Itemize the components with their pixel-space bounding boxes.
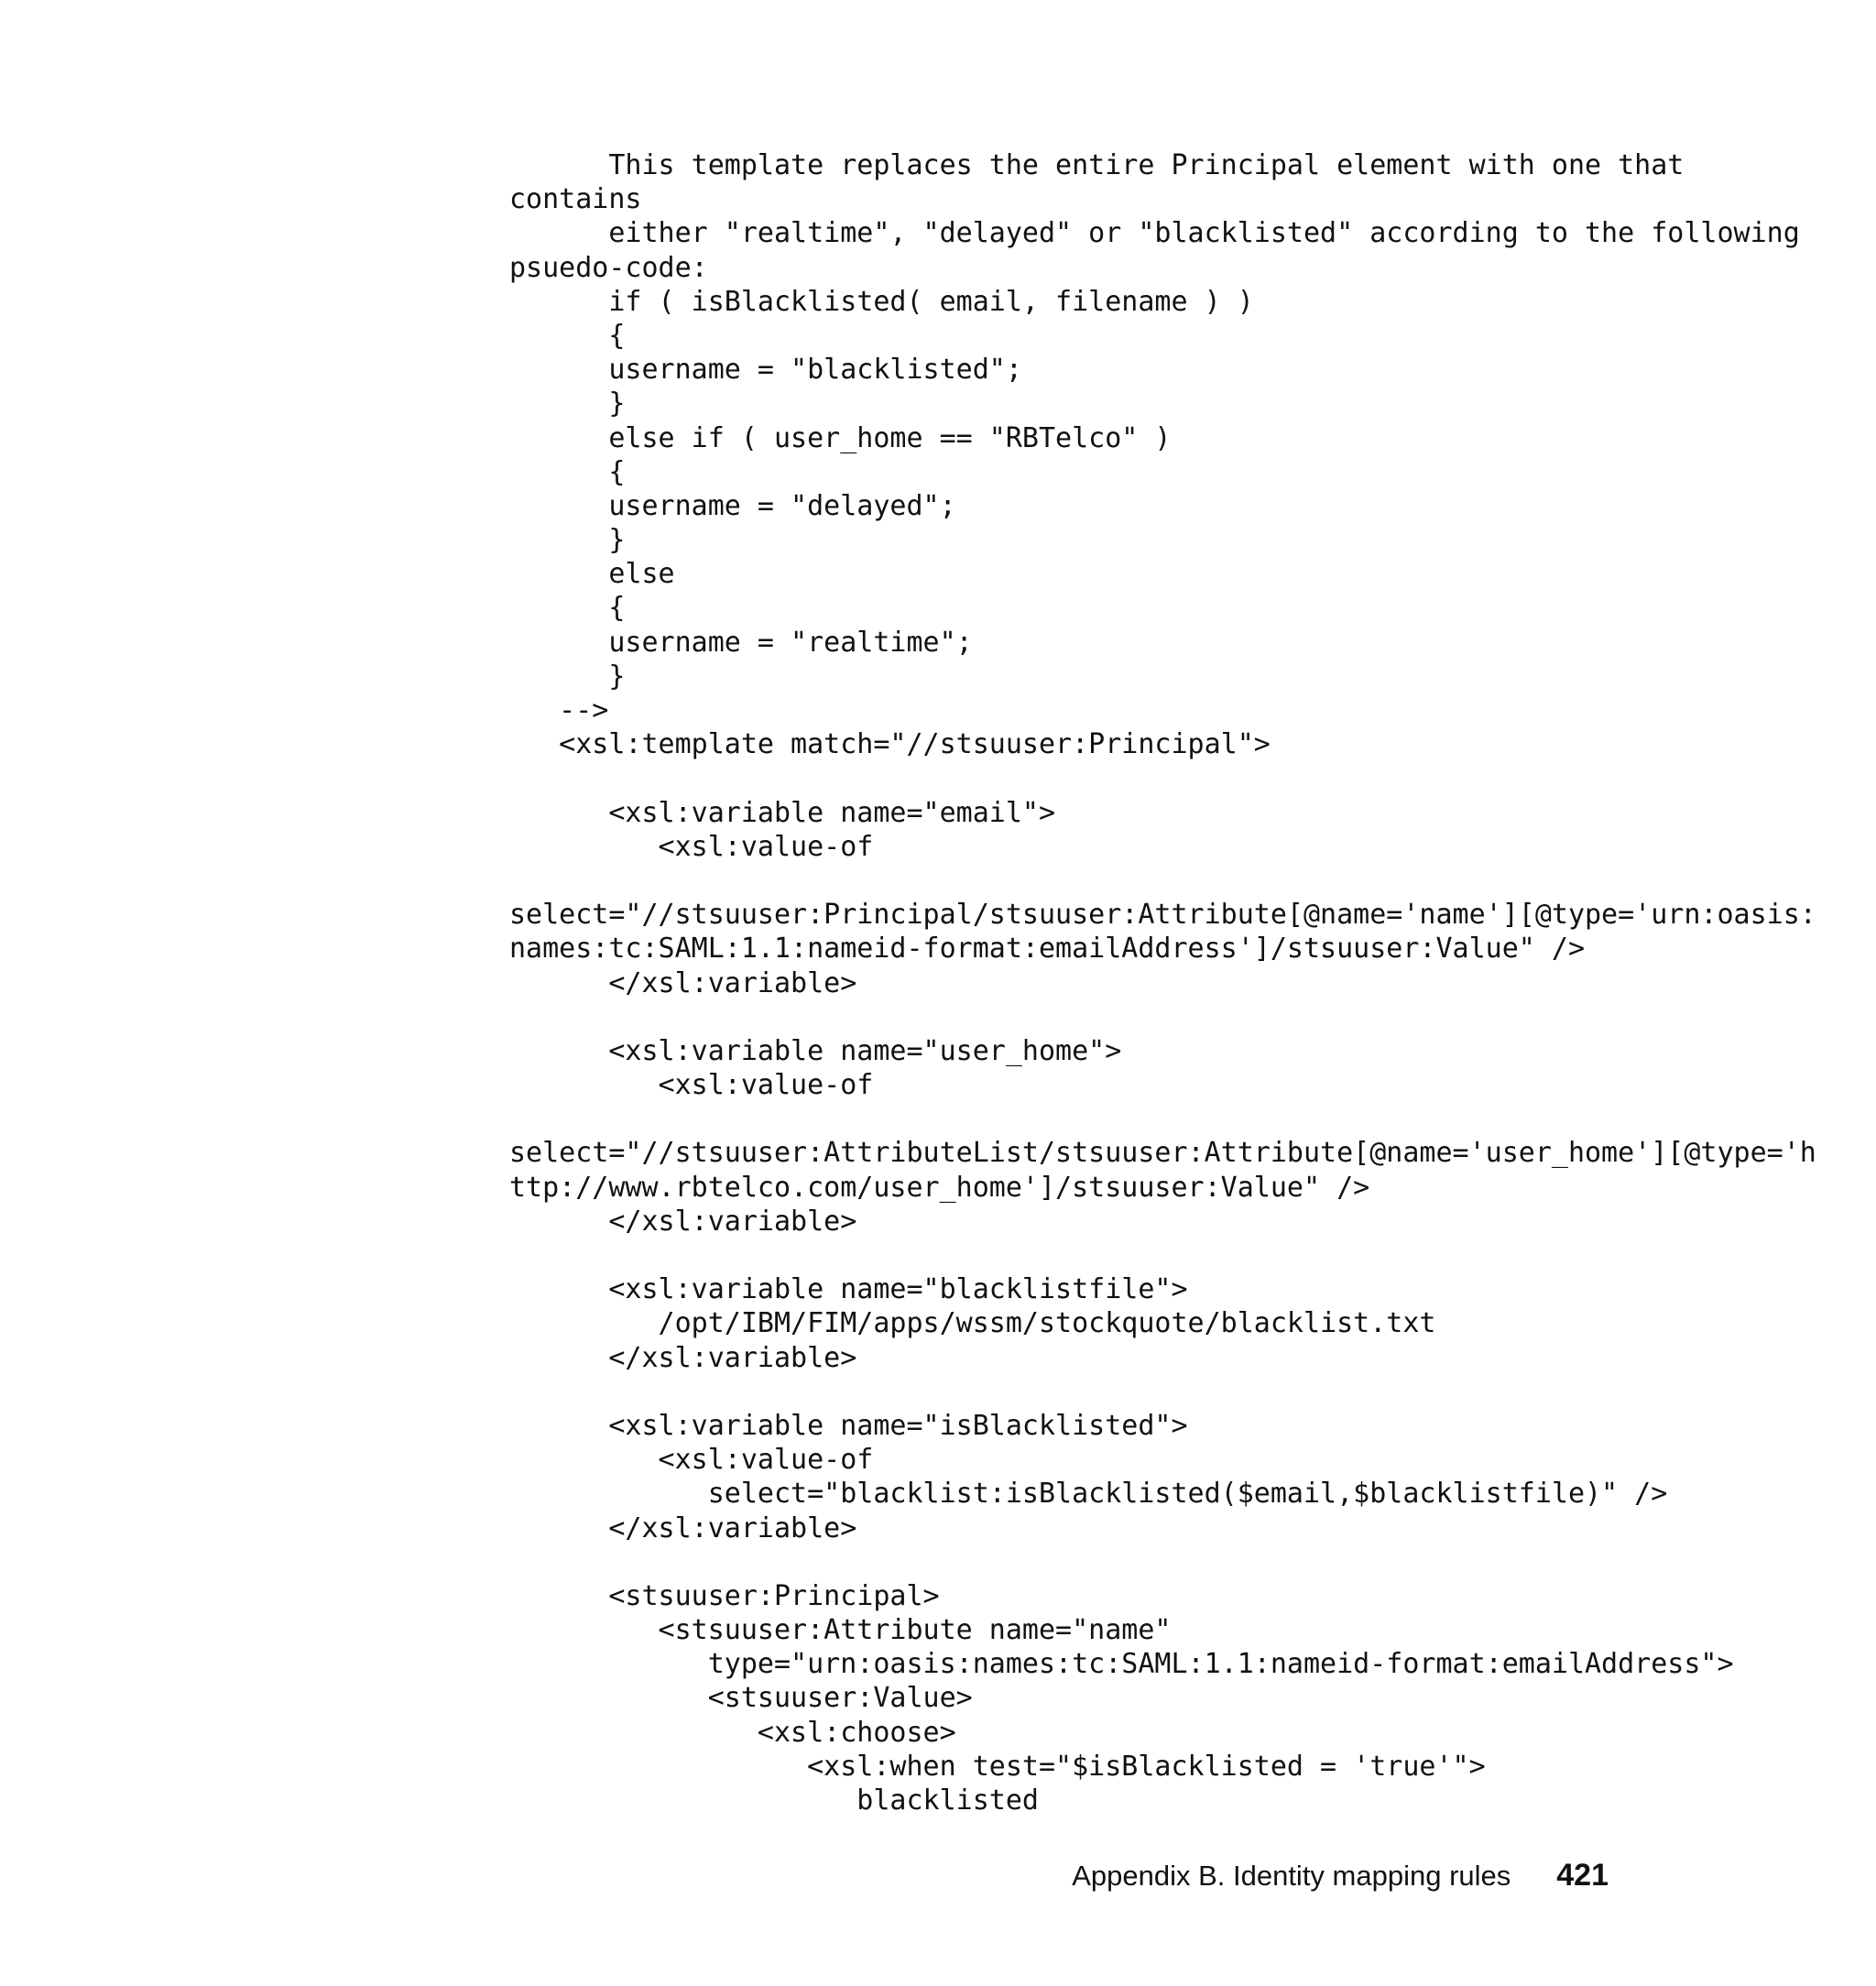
code-listing [509, 148, 1828, 1817]
code-line: select="//stsuuser:Principal/stsuuser:Attribute[@name='name'][@type='urn:oasis: [509, 899, 1816, 932]
code-line [509, 1102, 1828, 1136]
code-line: <stsuuser:Attribute name="name" [509, 1614, 1172, 1647]
code-line: else [509, 558, 675, 591]
code-line: <xsl:value-of [509, 1069, 874, 1102]
code-line: <xsl:when test="$isBlacklisted = 'true'"> [509, 1750, 1486, 1783]
code-line: ttp://www.rbtelco.com/user_home']/stsuuser:Value" /> [509, 1171, 1370, 1204]
code-line: --> [509, 694, 609, 726]
code-line: <xsl:variable name="user_home"> [509, 1034, 1122, 1067]
code-line: { [509, 319, 626, 352]
code-line: </xsl:variable> [509, 966, 857, 999]
code-line: <stsuuser:Principal> [509, 1579, 940, 1612]
code-line [509, 761, 1828, 795]
code-line [509, 864, 1828, 898]
code-line: psuedo-code: [509, 251, 708, 284]
code-line: <xsl:choose> [509, 1716, 956, 1749]
code-line: <xsl:value-of [509, 830, 874, 863]
code-line: { [509, 592, 626, 625]
code-line: contains [509, 183, 642, 216]
page-number: 421 [1556, 1858, 1609, 1893]
code-line: names:tc:SAML:1.1:nameid-format:emailAddress']/stsuuser:Value" /> [509, 933, 1585, 966]
code-line [509, 1545, 1828, 1579]
code-line: This template replaces the entire Principal element with one that [509, 149, 1685, 181]
code-line: blacklisted [509, 1784, 1039, 1817]
code-line: type="urn:oasis:names:tc:SAML:1.1:nameid-format:emailAddress"> [509, 1648, 1734, 1681]
code-line: select="blacklist:isBlacklisted($email,$blacklistfile)" /> [509, 1478, 1668, 1511]
code-line: <xsl:template match="//stsuuser:Principal"> [509, 728, 1271, 761]
code-line: username = "realtime"; [509, 626, 973, 659]
code-line: select="//stsuuser:AttributeList/stsuuser:Attribute[@name='user_home'][@type='h [509, 1137, 1816, 1170]
footer-section-title: Appendix B. Identity mapping rules [1072, 1860, 1511, 1892]
code-line: } [509, 387, 626, 420]
code-line [509, 1239, 1828, 1272]
code-line: } [509, 524, 626, 557]
code-line: <xsl:variable name="email"> [509, 796, 1056, 829]
code-line: username = "blacklisted"; [509, 354, 1022, 387]
code-line: <xsl:value-of [509, 1444, 874, 1477]
code-line: </xsl:variable> [509, 1341, 857, 1374]
code-line [509, 1000, 1828, 1034]
code-line: { [509, 455, 626, 488]
code-line: username = "delayed"; [509, 489, 956, 522]
code-line: if ( isBlacklisted( email, filename ) ) [509, 285, 1254, 318]
code-line: else if ( user_home == "RBTelco" ) [509, 421, 1172, 454]
code-line: </xsl:variable> [509, 1205, 857, 1238]
code-line: <xsl:variable name="blacklistfile"> [509, 1273, 1188, 1306]
code-line: <xsl:variable name="isBlacklisted"> [509, 1409, 1188, 1442]
code-line: </xsl:variable> [509, 1511, 857, 1544]
code-line: <stsuuser:Value> [509, 1682, 973, 1715]
code-line: /opt/IBM/FIM/apps/wssm/stockquote/blacklist.txt [509, 1307, 1436, 1340]
page-footer [1072, 1858, 1609, 1893]
code-line: either "realtime", "delayed" or "blacklisted" according to the following [509, 217, 1800, 250]
code-line: } [509, 660, 626, 693]
code-line [509, 1375, 1828, 1409]
